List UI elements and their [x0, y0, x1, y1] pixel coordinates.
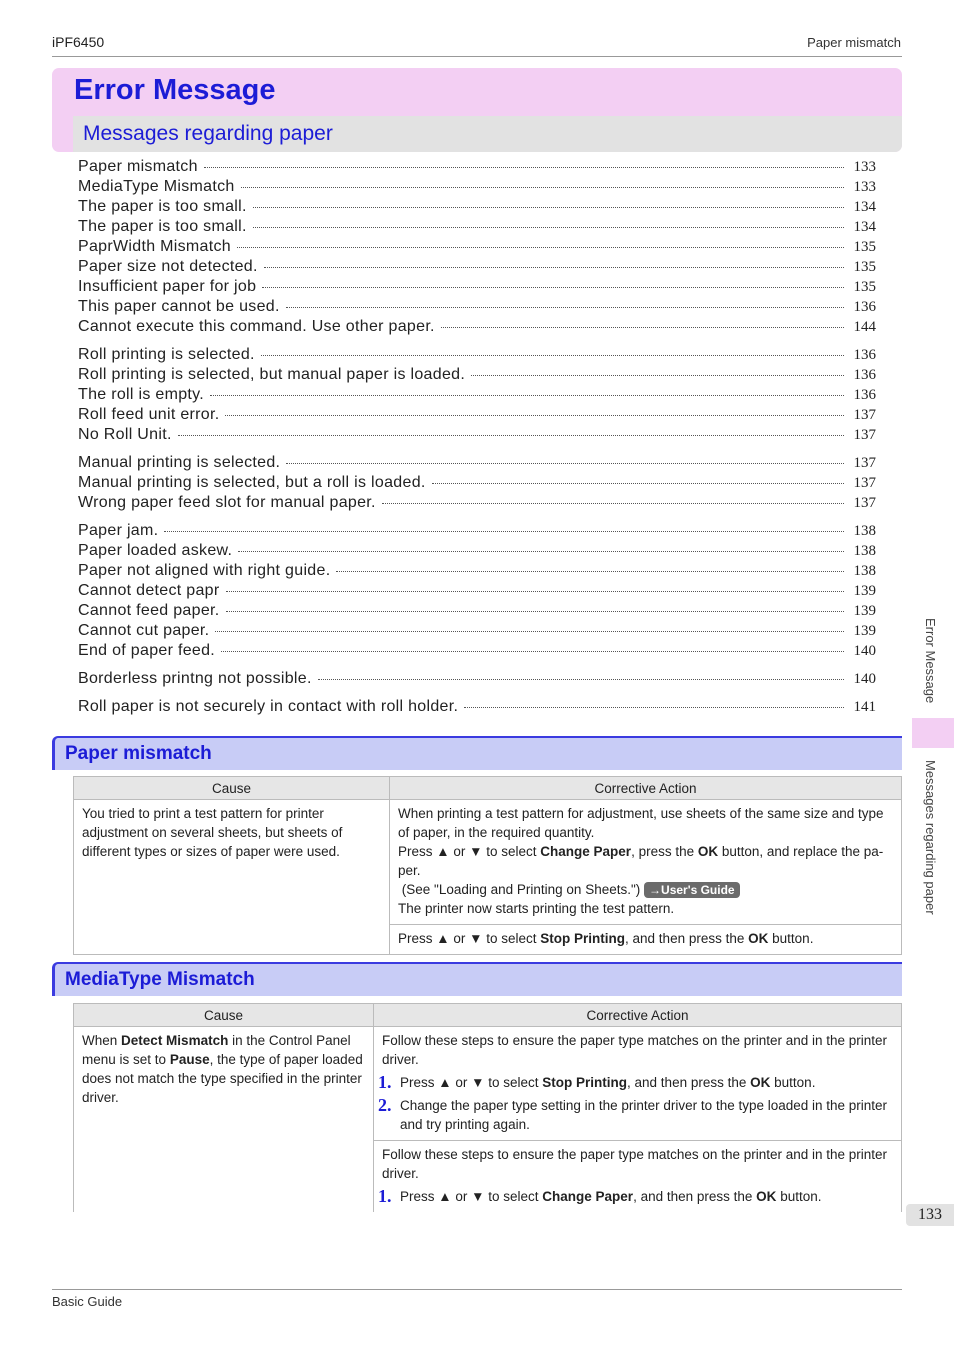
toc-group [78, 522, 876, 662]
toc-leader-dots [226, 590, 845, 592]
toc-entry[interactable] [78, 298, 876, 318]
toc-entry-title[interactable]: Paper loaded askew. [78, 542, 233, 559]
action-cell [374, 1027, 902, 1141]
toc-entry-page[interactable]: 137 [853, 427, 876, 443]
toc-leader-dots [164, 530, 844, 532]
toc-entry-page[interactable]: 137 [853, 407, 876, 423]
toc-entry[interactable] [78, 602, 876, 622]
chapter-title-box [52, 68, 902, 152]
toc-entry-page[interactable]: 137 [853, 475, 876, 491]
toc-entry-title[interactable]: Cannot feed paper. [78, 602, 220, 619]
toc-leader-dots [253, 206, 844, 208]
toc-entry-title[interactable]: Roll feed unit error. [78, 406, 220, 423]
instruction-text: Press ▲ or ▼ to select [400, 1189, 539, 1204]
toc-entry[interactable] [78, 238, 876, 258]
toc-entry[interactable] [78, 346, 876, 366]
toc-entry-page[interactable]: 137 [853, 455, 876, 471]
toc-leader-dots [262, 286, 844, 288]
toc-entry[interactable] [78, 698, 876, 718]
toc-entry-title[interactable]: End of paper feed. [78, 642, 216, 659]
toc-entry[interactable] [78, 426, 876, 446]
toc-group [78, 454, 876, 514]
toc-entry[interactable] [78, 582, 876, 602]
step-number: 2. [378, 1095, 392, 1115]
toc-entry[interactable] [78, 366, 876, 386]
setting-name: Detect Mismatch [121, 1033, 229, 1048]
toc-entry[interactable] [78, 494, 876, 514]
toc-entry-title[interactable]: Borderless printng not possible. [78, 670, 312, 687]
toc-leader-dots [204, 166, 844, 168]
toc-entry[interactable] [78, 454, 876, 474]
toc-entry-page[interactable]: 138 [853, 523, 876, 539]
toc-leader-dots [225, 414, 844, 416]
action-instruction [398, 842, 893, 880]
paper-mismatch-table [73, 776, 902, 955]
footer-rule [52, 1289, 902, 1290]
toc-entry-title[interactable]: PaprWidth Mismatch [78, 238, 231, 255]
toc-entry-title[interactable]: Manual printing is selected, but a roll is loaded. [78, 474, 426, 491]
toc-entry-title[interactable]: No Roll Unit. [78, 426, 172, 443]
action-intro: Follow these steps to ensure the paper type matches on the printer and in the printer driver. [382, 1033, 888, 1067]
header-model: iPF6450 [52, 34, 105, 50]
users-guide-link[interactable]: →User's Guide [644, 882, 740, 898]
toc-leader-dots [441, 326, 844, 328]
step-text [400, 1187, 821, 1206]
toc-entry-title[interactable]: Wrong paper feed slot for manual paper. [78, 494, 376, 511]
toc-entry-title[interactable]: Paper mismatch [78, 158, 198, 175]
action-cell [390, 925, 902, 955]
step-text [400, 1073, 815, 1092]
menu-item-name: Stop Printing [540, 931, 626, 946]
sidebar-chapter-link[interactable]: Error Message [923, 618, 938, 704]
toc-entry-title[interactable]: The roll is empty. [78, 386, 205, 403]
toc-leader-dots [178, 434, 844, 436]
section-title: Paper mismatch [65, 743, 212, 764]
toc-entry-title[interactable]: Paper not aligned with right guide. [78, 562, 331, 579]
instruction-text: Press ▲ or ▼ to select [400, 1075, 539, 1090]
toc-entry-page[interactable]: 135 [853, 279, 876, 295]
see-reference [398, 880, 893, 899]
toc-entry-page[interactable]: 135 [853, 239, 876, 255]
section-heading-mediatype-mismatch [52, 962, 902, 996]
toc-entry-page[interactable]: 134 [853, 219, 876, 235]
header-rule [52, 56, 902, 57]
page-title: Error Message [74, 74, 276, 106]
instruction-text: , and then press the [633, 1189, 753, 1204]
cause-cell [74, 800, 390, 955]
toc-leader-dots [210, 394, 844, 396]
toc-leader-dots [221, 650, 844, 652]
toc-entry[interactable] [78, 642, 876, 662]
toc-entry[interactable] [78, 218, 876, 238]
cause-text: You tried to print a test pattern for printer adjustment on several sheets, but sheets of different types or sizes of paper were used. [82, 806, 343, 859]
menu-item-name: Change Paper [540, 844, 632, 859]
toc-leader-dots [237, 246, 844, 248]
toc-entry-page[interactable]: 136 [853, 387, 876, 403]
toc-leader-dots [264, 266, 844, 268]
toc-entry-title[interactable]: Cannot detect papr [78, 582, 220, 599]
toc-entry-title[interactable]: Roll printing is selected. [78, 346, 255, 363]
step-item [378, 1095, 893, 1134]
toc-entry[interactable] [78, 318, 876, 338]
toc-group [78, 346, 876, 446]
header-section: Paper mismatch [807, 35, 901, 50]
toc-group [78, 670, 876, 690]
toc-entry-title[interactable]: This paper cannot be used. [78, 298, 280, 315]
toc-entry-title[interactable]: Manual printing is selected. [78, 454, 281, 471]
instruction-text: button. [780, 1189, 822, 1204]
toc-entry-page[interactable]: 140 [853, 671, 876, 687]
table-of-contents [78, 158, 876, 726]
toc-entry-page[interactable]: 136 [853, 347, 876, 363]
toc-entry-page[interactable]: 141 [853, 699, 876, 715]
cause-cell [74, 1027, 374, 1213]
toc-leader-dots [238, 550, 844, 552]
toc-leader-dots [336, 570, 844, 572]
column-header-action: Corrective Action [374, 1004, 902, 1027]
toc-entry-title[interactable]: Insufficient paper for job [78, 278, 257, 295]
toc-entry[interactable] [78, 158, 876, 178]
instruction-text: button. [774, 1075, 816, 1090]
toc-entry-page[interactable]: 138 [853, 543, 876, 559]
step-text: Change the paper type setting in the printer driver to the type loaded in the printer and try printing again. [400, 1098, 888, 1132]
toc-entry-page[interactable]: 133 [853, 159, 876, 175]
section-heading-paper-mismatch [52, 736, 902, 770]
toc-entry-page[interactable]: 137 [853, 495, 876, 511]
toc-entry[interactable] [78, 178, 876, 198]
toc-entry-title[interactable]: The paper is too small. [78, 198, 247, 215]
instruction-text: button, and replace the pa-per. [398, 844, 884, 878]
cause-text: , the type of paper loaded does not match the type specified in the printer driver. [82, 1052, 363, 1105]
menu-item-name: Stop Printing [542, 1075, 628, 1090]
ok-button-name: OK [756, 1189, 777, 1204]
column-header-cause: Cause [74, 1004, 374, 1027]
toc-entry-page[interactable]: 139 [853, 583, 876, 599]
toc-entry-page[interactable]: 133 [853, 179, 876, 195]
toc-leader-dots [382, 502, 844, 504]
toc-leader-dots [318, 678, 844, 680]
cause-text: in the Control Panel menu is set to [82, 1033, 351, 1067]
toc-entry-page[interactable]: 139 [853, 603, 876, 619]
action-text: When printing a test pattern for adjustment, use sheets of the same size and type of paper, in the required quantity. [398, 806, 884, 840]
toc-entry-page[interactable]: 138 [853, 563, 876, 579]
menu-item-name: Change Paper [542, 1189, 634, 1204]
instruction-text: Press ▲ or ▼ to select [398, 844, 537, 859]
footer-guide-name: Basic Guide [52, 1294, 123, 1309]
toc-leader-dots [261, 354, 844, 356]
toc-entry-page[interactable]: 139 [853, 623, 876, 639]
toc-entry-title[interactable]: Cannot execute this command. Use other paper. [78, 318, 435, 335]
toc-entry-title[interactable]: Roll paper is not securely in contact with roll holder. [78, 698, 459, 715]
toc-leader-dots [215, 630, 844, 632]
page-subtitle: Messages regarding paper [83, 122, 333, 145]
column-header-action: Corrective Action [390, 777, 902, 800]
toc-entry[interactable] [78, 278, 876, 298]
toc-group [78, 158, 876, 338]
page-number: 133 [906, 1204, 954, 1226]
instruction-text: , press the [631, 844, 695, 859]
mediatype-mismatch-table [73, 1003, 902, 1212]
toc-entry-page[interactable]: 136 [853, 367, 876, 383]
step-number: 1. [378, 1072, 392, 1092]
toc-leader-dots [226, 610, 844, 612]
toc-entry[interactable] [78, 198, 876, 218]
sidebar-current-marker [912, 718, 954, 748]
section-title: MediaType Mismatch [65, 969, 255, 990]
toc-entry-title[interactable]: The paper is too small. [78, 218, 247, 235]
toc-entry[interactable] [78, 622, 876, 642]
cause-text: When [82, 1033, 118, 1048]
sidebar-section-link[interactable]: Messages regarding paper [923, 760, 938, 915]
toc-entry[interactable] [78, 258, 876, 278]
toc-entry-page[interactable]: 135 [853, 259, 876, 275]
ok-button-name: OK [748, 931, 769, 946]
toc-leader-dots [464, 706, 844, 708]
toc-leader-dots [471, 374, 844, 376]
toc-entry[interactable] [78, 542, 876, 562]
toc-leader-dots [241, 186, 844, 188]
step-number: 1. [378, 1186, 392, 1206]
instruction-text: , and then press the [625, 931, 745, 946]
toc-entry-page[interactable]: 140 [853, 643, 876, 659]
toc-entry-title[interactable]: Roll printing is selected, but manual paper is loaded. [78, 366, 466, 383]
toc-entry-page[interactable]: 134 [853, 199, 876, 215]
toc-entry-title[interactable]: Paper size not detected. [78, 258, 258, 275]
toc-entry-title[interactable]: MediaType Mismatch [78, 178, 235, 195]
toc-entry[interactable] [78, 474, 876, 494]
toc-entry-page[interactable]: 144 [853, 319, 876, 335]
toc-entry[interactable] [78, 670, 876, 690]
toc-entry[interactable] [78, 562, 876, 582]
toc-entry-page[interactable]: 136 [853, 299, 876, 315]
action-intro: Follow these steps to ensure the paper type matches on the printer and in the printer driver. [382, 1147, 888, 1181]
toc-entry-title[interactable]: Cannot cut paper. [78, 622, 210, 639]
ok-button-name: OK [697, 844, 719, 859]
toc-leader-dots [286, 462, 844, 464]
toc-leader-dots [286, 306, 844, 308]
column-header-cause: Cause [74, 777, 390, 800]
instruction-text: button. [772, 931, 814, 946]
action-cell [390, 800, 902, 925]
action-result-text: The printer now starts printing the test pattern. [398, 901, 675, 916]
subtitle-bar [73, 116, 902, 152]
toc-leader-dots [253, 226, 844, 228]
toc-entry[interactable] [78, 406, 876, 426]
toc-leader-dots [432, 482, 844, 484]
toc-entry[interactable] [78, 386, 876, 406]
step-item [378, 1186, 893, 1206]
toc-entry[interactable] [78, 522, 876, 542]
instruction-text: , and then press the [627, 1075, 747, 1090]
reference-text: (See "Loading and Printing on Sheets.") [401, 882, 641, 897]
ok-button-name: OK [750, 1075, 771, 1090]
toc-entry-title[interactable]: Paper jam. [78, 522, 159, 539]
action-cell [374, 1141, 902, 1213]
toc-group [78, 698, 876, 718]
instruction-text: Press ▲ or ▼ to select [398, 931, 537, 946]
setting-value: Pause [169, 1052, 210, 1067]
step-item [378, 1072, 893, 1092]
